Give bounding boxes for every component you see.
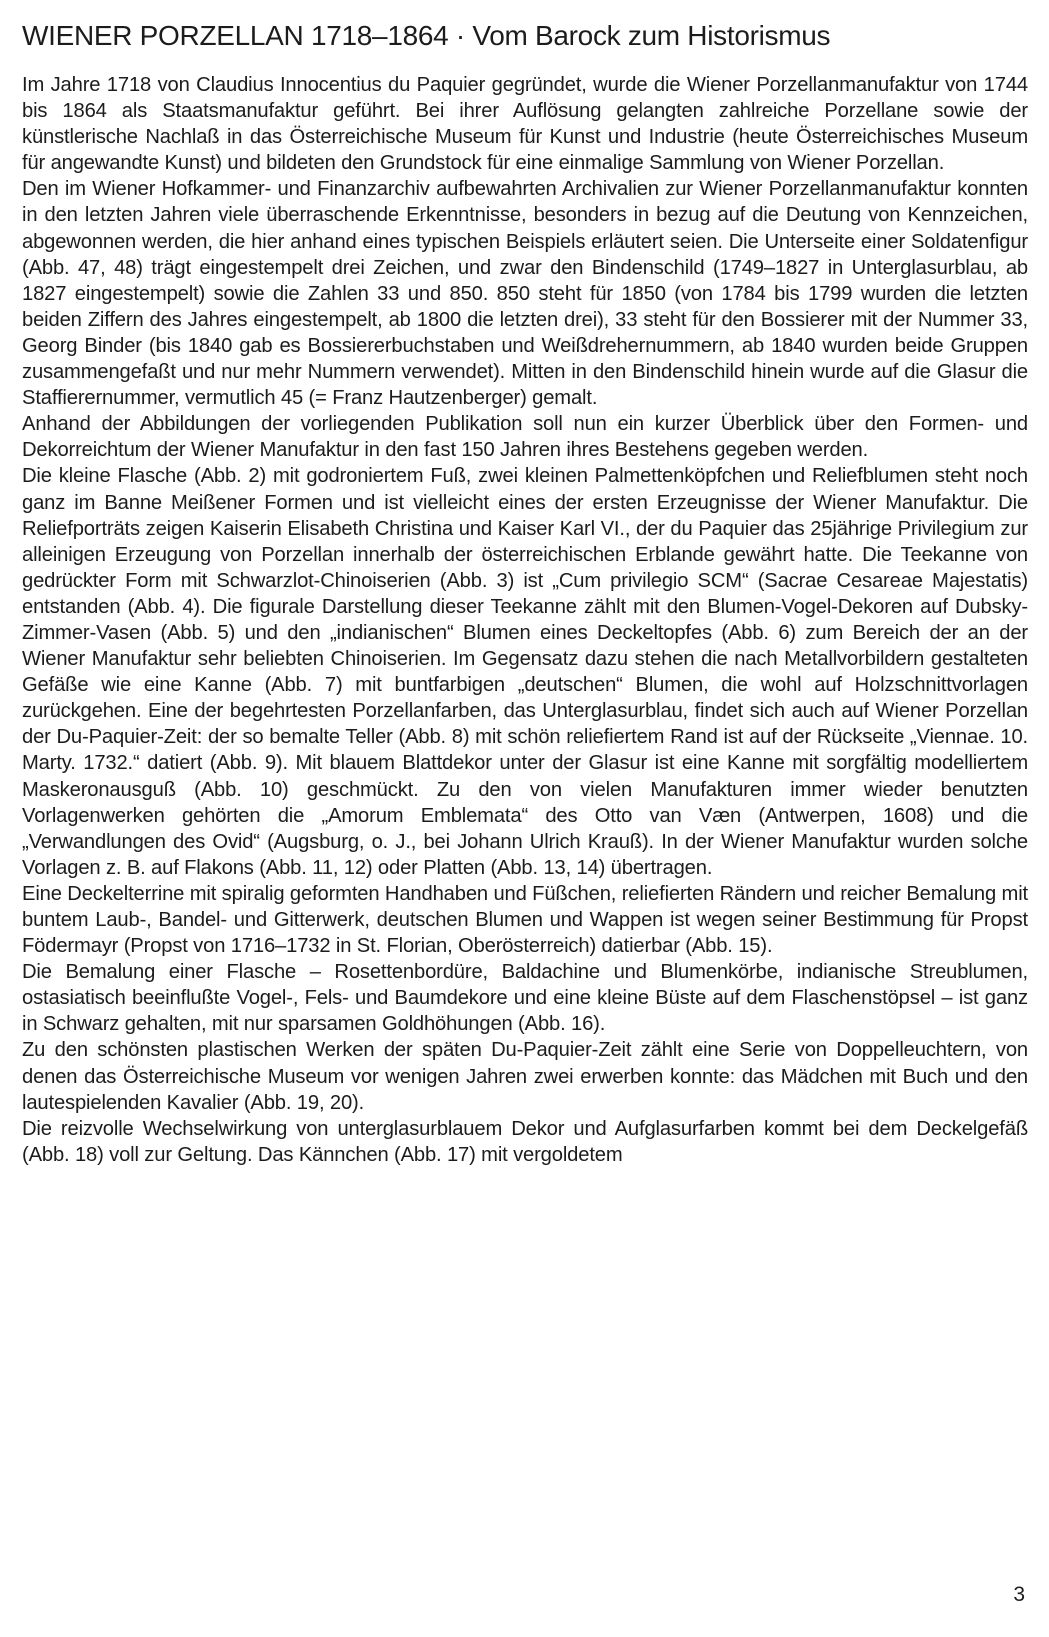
paragraph: Anhand der Abbildungen der vorliegenden Publikation soll nun ein kurzer Überblick über den Formen- und Dekorreichtum der Wiener Manufaktur in den fast 150 Jahren ihres Bestehens gegeben werden. bbox=[22, 413, 1028, 462]
body-text bbox=[22, 72, 1028, 1168]
document-page bbox=[22, 18, 1028, 1168]
paragraph: Die reizvolle Wechselwirkung von unterglasurblauem Dekor und Aufglasurfarben kommt bei dem Deckelgefäß (Abb. 18) voll zur Geltung. Das Kännchen (Abb. 17) mit vergoldetem bbox=[22, 1117, 1028, 1166]
paragraph: Im Jahre 1718 von Claudius Innocentius du Paquier gegründet, wurde die Wiener Porzellanmanufaktur von 1744 bis 1864 als Staatsmanufaktur geführt. Bei ihrer Auflösung gelangten zahlreiche Porzellane sowie der künstlerische Nachlaß in das Österreichische Museum für Kunst und Industrie (heute Österreichisches Museum für angewandte Kunst) und bildeten den Grundstock für eine einmalige Sammlung von Wiener Porzellan. bbox=[22, 74, 1028, 175]
paragraph: Die Bemalung einer Flasche – Rosettenbordüre, Baldachine und Blumenkörbe, indianische Streublumen, ostasiatisch beeinflußte Vogel-, Fels- und Baumdekore und eine kleine Büste auf dem Flaschenstöpsel – ist ganz in Schwarz gehalten, mit nur sparsamen Goldhöhungen (Abb. 16). bbox=[22, 961, 1028, 1036]
page-number: 3 bbox=[1013, 1583, 1025, 1606]
paragraph: Die kleine Flasche (Abb. 2) mit godroniertem Fuß, zwei kleinen Palmettenköpfchen und Reliefblumen steht noch ganz im Banne Meißener Formen und ist vielleicht eines der ersten Erzeugnisse der Wiener Manufaktur. Die Reliefporträts zeigen Kaiserin Elisabeth Christina und Kaiser Karl VI., der du Paquier das 25jährige Privilegium zur alleinigen Erzeugung von Porzellan innerhalb der österreichischen Erblande gewährt hatte. Die Teekanne von gedrückter Form mit Schwarzlot-Chinoiserien (Abb. 3) ist „Cum privilegio SCM“ (Sacrae Cesareae Majestatis) entstanden (Abb. 4). Die figurale Darstellung dieser Teekanne zählt mit den Blumen-Vogel-Dekoren auf Dubsky-Zimmer-Vasen (Abb. 5) und den „indianischen“ Blumen eines Deckeltopfes (Abb. 6) zum Bereich der an der Wiener Manufaktur sehr beliebten Chinoiserien. Im Gegensatz dazu stehen die nach Metallvorbildern gestalteten Gefäße wie eine Kanne (Abb. 7) mit buntfarbigen „deutschen“ Blumen, die wohl auf Holzschnittvorlagen zurückgehen. Eine der begehrtesten Porzellanfarben, das Unterglasurblau, findet sich auch auf Wiener Porzellan der Du-Paquier-Zeit: der so bemalte Teller (Abb. 8) mit schön reliefiertem Rand ist auf der Rückseite „Viennae. 10. Marty. 1732.“ datiert (Abb. 9). Mit blauem Blattdekor unter der Glasur ist eine Kanne mit sorgfältig modelliertem Maskeronausguß (Abb. 10) geschmückt. Zu den von vielen Manufakturen immer wieder benutzten Vorlagenwerken gehörten die „Amorum Emblemata“ des Otto van Væn (Antwerpen, 1608) und die „Verwandlungen des Ovid“ (Augsburg, o. J., bei Johann Ulrich Krauß). In der Wiener Manufaktur wurden solche Vorlagen z. B. auf Flakons (Abb. 11, 12) oder Platten (Abb. 13, 14) übertragen. bbox=[22, 465, 1028, 879]
paragraph: Eine Deckelterrine mit spiralig geformten Handhaben und Füßchen, reliefierten Rändern und reicher Bemalung mit buntem Laub-, Bandel- und Gitterwerk, deutschen Blumen und Wappen ist wegen seiner Bestimmung für Propst Födermayr (Propst von 1716–1732 in St. Florian, Oberösterreich) datierbar (Abb. 15). bbox=[22, 882, 1028, 958]
paragraph: Den im Wiener Hofkammer- und Finanzarchiv aufbewahrten Archivalien zur Wiener Porzellanmanufaktur konnten in den letzten Jahren viele überraschende Erkenntnisse, besonders in bezug auf die Deutung von Kennzeichen, abgewonnen werden, die hier anhand eines typischen Beispiels erläutert seien. Die Unterseite einer Soldatenfigur (Abb. 47, 48) trägt eingestempelt drei Zeichen, und zwar den Bindenschild (1749–1827 in Unterglasurblau, ab 1827 eingestempelt) sowie die Zahlen 33 und 850. 850 steht für 1850 (von 1784 bis 1799 wurden die letzten beiden Ziffern des Jahres eingestempelt, ab 1800 die letzten drei), 33 steht für den Bossierer mit der Nummer 33, Georg Binder (bis 1840 gab es Bossiererbuchstaben und Weißdrehernummern, ab 1840 wurden beide Gruppen zusammengefaßt und nur mehr Nummern verwendet). Mitten in den Bindenschild hinein wurde auf die Glasur die Staffierernummer, vermutlich 45 (= Franz Hautzenberger) gemalt. bbox=[22, 178, 1028, 410]
paragraph: Zu den schönsten plastischen Werken der späten Du-Paquier-Zeit zählt eine Serie von Doppelleuchtern, von denen das Österreichische Museum vor wenigen Jahren zwei erwerben konnte: das Mädchen mit Buch und den lautespielenden Kavalier (Abb. 19, 20). bbox=[22, 1039, 1028, 1114]
page-title: WIENER PORZELLAN 1718–1864 · Vom Barock zum Historismus bbox=[22, 20, 831, 51]
